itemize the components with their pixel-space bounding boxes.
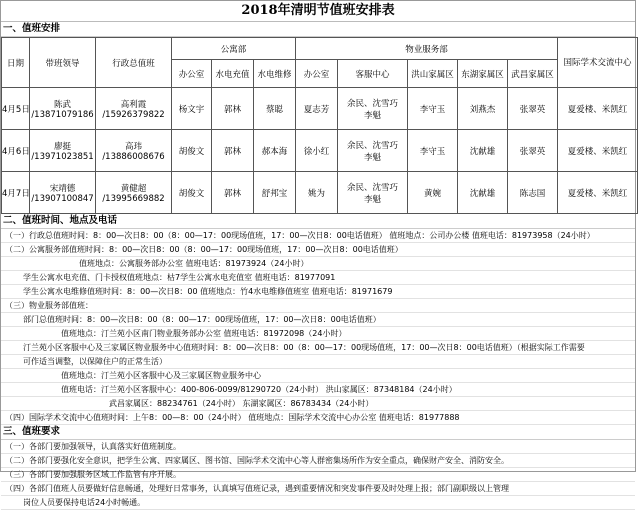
table-row [2, 130, 638, 172]
admin-phone: /13886008676 [102, 151, 165, 162]
wuye-office-cell: 夏志芳 [296, 88, 338, 130]
admin-phone: /15926379822 [102, 109, 165, 120]
leader-name: 廖挺 [53, 141, 71, 152]
duty-line: 值班地点：公寓服务部办公室 值班电话：81973924（24小时） [1, 257, 635, 271]
wuye-hongshan-cell: 李守玉 [408, 130, 458, 172]
gongyu-recharge-cell: 郭林 [212, 130, 254, 172]
leader-phone: /13971023851 [31, 151, 94, 162]
admin-name: 黄健超 [120, 183, 147, 194]
requirement-line: （三）各部门要加强服务区域工作监管有序开展。 [1, 468, 635, 482]
wuye-service-cell [338, 172, 408, 214]
admin-phone: /13995669882 [102, 193, 165, 204]
section1-heading: 一、值班安排 [1, 22, 635, 37]
admin-cell [96, 88, 172, 130]
duty-line: 学生公寓水电维修值班时间：8：00—次日8：00 值班地点：竹4水电维修值班室 值班电话：81971679 [1, 285, 635, 299]
section3-heading: 三、值班要求 [1, 425, 635, 440]
wuye-hongshan-cell: 李守玉 [408, 88, 458, 130]
leader-cell [30, 130, 96, 172]
wuye-office-cell: 徐小红 [296, 130, 338, 172]
header-wuye-wuchang: 武昌家属区 [508, 60, 558, 88]
wuye-service-cell [338, 88, 408, 130]
wuye-service-line1: 余民、沈雪巧 [347, 140, 399, 151]
date-cell: 4月7日 [2, 172, 30, 214]
requirement-line: （四）各部门值班人员要做好信息畅通，处理好日常事务，认真填写值班记录，遇到重要情况和突发事件要及时处理上报；部门副职级以上管理 [1, 482, 635, 496]
leader-name: 陈武 [53, 99, 71, 110]
header-gongyu-office: 办公室 [172, 60, 212, 88]
date-cell: 4月6日 [2, 130, 30, 172]
header-wuye-office: 办公室 [296, 60, 338, 88]
duty-line: 汀兰苑小区客服中心及三家属区物业服务中心值班时间：8：00—次日8：00（8：00—17：00现场值班，17：00—次日8：00电话值班）（根据实际工作需要 [1, 341, 635, 355]
duty-line: 值班地点：汀兰苑小区客服中心及三家属区物业服务中心 [1, 369, 635, 383]
duty-line: 值班电话：汀兰苑小区客服中心：400-806-0099/81290720（24小时） 洪山家属区：87348184（24小时） [1, 383, 635, 397]
header-date: 日期 [2, 38, 30, 88]
wuye-hongshan-cell: 黄婉 [408, 172, 458, 214]
duty-line: 学生公寓水电充值、门卡授权值班地点：枯7学生公寓水电充值室 值班电话：81977091 [1, 271, 635, 285]
gongyu-office-cell: 胡俊文 [172, 172, 212, 214]
header-gongyu-repair: 水电维修 [254, 60, 296, 88]
gongyu-repair-cell: 蔡聪 [254, 88, 296, 130]
header-admin: 行政总值班 [96, 38, 172, 88]
admin-name: 高利霞 [120, 99, 147, 110]
duty-line: （四）国际学术交流中心值班时间：上午8：00—8：00（24小时） 值班地点：国际学术交流中心办公室 值班电话：81977888 [1, 411, 635, 425]
page-title: 2018年清明节值班安排表 [1, 1, 635, 22]
duty-line: 武昌家属区：88234761（24小时） 东湖家属区：86783434（24小时） [1, 397, 635, 411]
requirement-line: （二）各部门要强化安全意识，把学生公寓、四家属区、图书馆、国际学术交流中心等人群密集场所作为安全重点，确保财产安全、消防安全。 [1, 454, 635, 468]
intl-cell: 夏爱楼、米凯红 [558, 172, 638, 214]
gongyu-repair-cell: 郝本海 [254, 130, 296, 172]
duty-line: 可作适当调整，以保障住户的正常生活） [1, 355, 635, 369]
header-gongyu-dept: 公寓部 [172, 38, 296, 60]
wuye-service-line2: 李魁 [364, 194, 382, 205]
leader-phone: /13871079186 [31, 109, 94, 120]
gongyu-recharge-cell: 郭林 [212, 88, 254, 130]
header-leader: 带班领导 [30, 38, 96, 88]
header-wuye-hongshan: 洪山家属区 [408, 60, 458, 88]
wuye-wuchang-cell: 陈志国 [508, 172, 558, 214]
wuye-wuchang-cell: 张翠英 [508, 130, 558, 172]
admin-name: 高玮 [124, 141, 142, 152]
table-row [2, 172, 638, 214]
header-intl-center: 国际学术交流中心 [558, 38, 638, 88]
wuye-office-cell: 姚为 [296, 172, 338, 214]
date-cell: 4月5日 [2, 88, 30, 130]
gongyu-office-cell: 胡俊文 [172, 130, 212, 172]
duty-line: （二）公寓服务部值班时间：8：00—次日8：00（8：00—17：00现场值班，17：00—次日8：00电话值班） [1, 243, 635, 257]
admin-cell [96, 130, 172, 172]
header-wuye-donghu: 东湖家属区 [458, 60, 508, 88]
section2-heading: 二、值班时间、地点及电话 [1, 214, 635, 229]
table-row [2, 88, 638, 130]
gongyu-recharge-cell: 郭林 [212, 172, 254, 214]
wuye-donghu-cell: 刘燕杰 [458, 88, 508, 130]
wuye-donghu-cell: 沈献雄 [458, 172, 508, 214]
leader-phone: /13907100847 [31, 193, 94, 204]
wuye-service-line1: 余民、沈雪巧 [347, 98, 399, 109]
intl-cell: 夏爱楼、米凯红 [558, 130, 638, 172]
leader-name: 宋靖德 [49, 183, 76, 194]
wuye-service-line2: 李魁 [364, 110, 382, 121]
gongyu-repair-cell: 舒邦宝 [254, 172, 296, 214]
leader-cell [30, 88, 96, 130]
wuye-wuchang-cell: 张翠英 [508, 88, 558, 130]
duty-line: 部门总值班时间：8：00—次日8：00（8：00—17：00现场值班，17：00—次日8：00电话值班） [1, 313, 635, 327]
table-header-row [2, 38, 638, 60]
intl-cell: 夏爱楼、米凯红 [558, 88, 638, 130]
header-wuye-service: 客服中心 [338, 60, 408, 88]
requirement-line: 岗位人员要保持电话24小时畅通。 [1, 496, 635, 510]
header-wuye-dept: 物业服务部 [296, 38, 558, 60]
wuye-service-cell [338, 130, 408, 172]
duty-line: （三）物业服务部值班： [1, 299, 635, 313]
schedule-table [1, 37, 638, 214]
wuye-service-line1: 余民、沈雪巧 [347, 182, 399, 193]
header-gongyu-recharge: 水电充值 [212, 60, 254, 88]
gongyu-office-cell: 杨文宇 [172, 88, 212, 130]
duty-line: （一）行政总值班时间：8：00—次日8：00（8：00—17：00现场值班，17：00—次日8：00电话值班） 值班地点：公司办公楼 值班电话：81973958（24小时） [1, 229, 635, 243]
requirement-line: （一）各部门要加强领导，认真落实好值班制度。 [1, 440, 635, 454]
wuye-donghu-cell: 沈献雄 [458, 130, 508, 172]
duty-line: 值班地点：汀兰苑小区南门物业服务部办公室 值班电话：81972098（24小时） [1, 327, 635, 341]
admin-cell [96, 172, 172, 214]
wuye-service-line2: 李魁 [364, 152, 382, 163]
leader-cell [30, 172, 96, 214]
